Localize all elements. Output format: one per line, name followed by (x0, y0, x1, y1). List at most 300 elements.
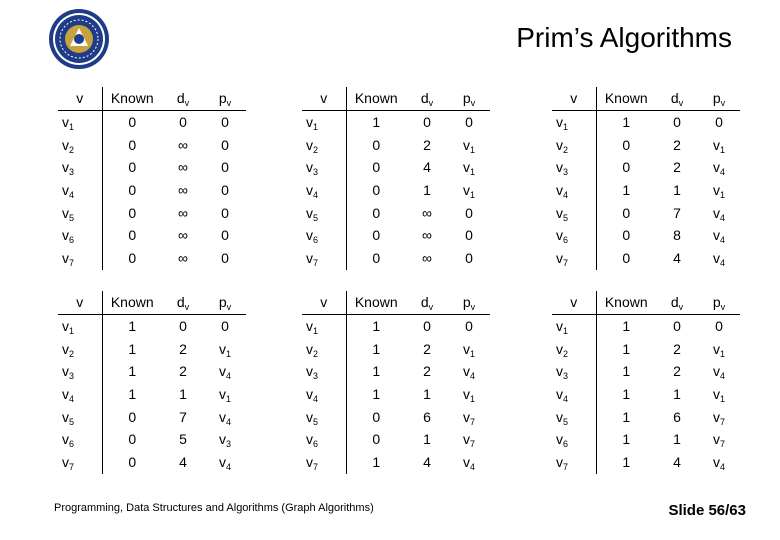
cell-text: 0 (128, 227, 137, 244)
table-row (552, 247, 740, 270)
table-row (58, 314, 246, 337)
cell-text: p (712, 294, 721, 311)
cell-known (346, 247, 406, 270)
cell-text: v (62, 136, 69, 153)
cell-text: 0 (128, 114, 137, 131)
cell-text: Known (604, 90, 648, 107)
cell-subscript: 5 (69, 416, 75, 427)
cell-subscript: v (720, 98, 726, 109)
slide-number: Slide 56/63 (668, 502, 746, 519)
cell-text: ∞ (178, 227, 188, 244)
cell-dv (162, 201, 204, 224)
cell-vertex (552, 133, 596, 156)
column-header-pv (204, 291, 246, 314)
column-header-known (596, 291, 656, 314)
column-header-known (102, 291, 162, 314)
cell-dv (162, 110, 204, 133)
cell-text: d (420, 90, 429, 107)
column-header-vertex (302, 87, 346, 110)
cell-pv (448, 337, 490, 360)
column-header-vertex (552, 291, 596, 314)
cell-text: 0 (465, 204, 473, 221)
cell-subscript: 4 (313, 394, 319, 405)
cell-text: 0 (715, 318, 723, 335)
cell-text: v (62, 204, 69, 221)
cell-text: v (556, 204, 563, 221)
cell-text: v (62, 363, 69, 380)
cell-text: 0 (673, 114, 681, 131)
cell-subscript: 5 (69, 212, 75, 223)
cell-dv (656, 405, 698, 428)
cell-subscript: 5 (563, 212, 569, 223)
cell-subscript: 1 (719, 190, 725, 201)
table-row (552, 133, 740, 156)
cell-text: v (556, 136, 563, 153)
cell-subscript: 1 (313, 122, 319, 133)
cell-dv (162, 428, 204, 451)
cell-known (346, 110, 406, 133)
cell-subscript: 4 (563, 190, 569, 201)
cell-pv (448, 179, 490, 202)
column-header-known (596, 87, 656, 110)
cell-text: v (712, 431, 720, 448)
cell-text: ∞ (422, 204, 432, 221)
cell-text: v (62, 227, 69, 244)
cell-known (596, 224, 656, 247)
table-row (302, 337, 490, 360)
cell-vertex (58, 314, 102, 337)
cell-known (346, 428, 406, 451)
cell-pv (448, 201, 490, 224)
cell-subscript: 4 (225, 462, 231, 473)
cell-dv (656, 179, 698, 202)
cell-text: 8 (673, 227, 681, 244)
table-row (58, 383, 246, 406)
cell-dv (656, 360, 698, 383)
table-row (302, 110, 490, 133)
cell-text: Known (354, 90, 398, 107)
cell-vertex (302, 428, 346, 451)
cell-text: 0 (128, 431, 137, 448)
cell-pv (698, 360, 740, 383)
cell-subscript: 3 (69, 167, 75, 178)
cell-vertex (552, 451, 596, 474)
cell-dv (406, 179, 448, 202)
cell-text: 1 (128, 363, 137, 380)
table-row (302, 405, 490, 428)
cell-text: v (320, 90, 328, 107)
cell-text: 1 (128, 386, 137, 403)
cell-pv (698, 201, 740, 224)
cell-vertex (302, 405, 346, 428)
cell-text: 0 (128, 136, 137, 153)
cell-text: v (462, 182, 470, 199)
cell-subscript: 2 (563, 144, 569, 155)
cell-dv (162, 383, 204, 406)
table-row (302, 451, 490, 474)
cell-text: 1 (622, 114, 631, 131)
cell-text: 0 (128, 182, 137, 199)
cell-text: 2 (423, 363, 431, 380)
cell-text: v (306, 114, 313, 131)
cell-known (596, 451, 656, 474)
cell-subscript: 3 (563, 371, 569, 382)
cell-pv (204, 110, 246, 133)
cell-vertex (302, 201, 346, 224)
cell-subscript: 6 (563, 439, 569, 450)
cell-text: Known (604, 294, 648, 311)
cell-dv (162, 247, 204, 270)
cell-known (346, 179, 406, 202)
table-row (552, 314, 740, 337)
cell-text: 0 (128, 454, 137, 471)
cell-vertex (58, 133, 102, 156)
cell-pv (698, 451, 740, 474)
cell-text: 0 (128, 408, 137, 425)
cell-text: v (712, 182, 720, 199)
cell-pv (698, 224, 740, 247)
cell-text: 1 (622, 182, 631, 199)
cell-text: v (62, 182, 69, 199)
cell-text: ∞ (178, 204, 188, 221)
cell-pv (698, 179, 740, 202)
cell-subscript: 6 (313, 235, 319, 246)
cell-text: v (62, 340, 69, 357)
cell-known (596, 428, 656, 451)
cell-text: p (712, 90, 721, 107)
table-row (302, 224, 490, 247)
cell-text: v (556, 454, 563, 471)
table-row (552, 337, 740, 360)
cell-text: d (670, 294, 679, 311)
cell-vertex (552, 405, 596, 428)
cell-text: v (462, 454, 470, 471)
cell-subscript: 1 (563, 122, 569, 133)
cell-subscript: 6 (69, 439, 75, 450)
column-header-dv (162, 87, 204, 110)
cell-vertex (302, 337, 346, 360)
cell-text: v (556, 114, 563, 131)
prim-table-4 (58, 291, 246, 474)
column-header-pv (204, 87, 246, 110)
cell-subscript: 4 (225, 371, 231, 382)
cell-subscript: v (226, 302, 232, 313)
cell-pv (698, 383, 740, 406)
cell-subscript: 2 (313, 348, 319, 359)
cell-subscript: 1 (719, 144, 725, 155)
cell-subscript: 4 (719, 212, 725, 223)
cell-known (346, 360, 406, 383)
prim-table-6 (552, 291, 740, 474)
cell-dv (406, 224, 448, 247)
cell-pv (204, 383, 246, 406)
cell-text: v (712, 250, 720, 267)
cell-vertex (552, 428, 596, 451)
cell-text: 1 (423, 386, 431, 403)
cell-dv (656, 314, 698, 337)
cell-dv (406, 383, 448, 406)
cell-vertex (58, 156, 102, 179)
cell-text: 1 (423, 431, 431, 448)
cell-known (102, 360, 162, 383)
prim-table-3 (552, 87, 740, 270)
cell-text: v (320, 294, 328, 311)
cell-vertex (58, 428, 102, 451)
cell-text: v (556, 363, 563, 380)
cell-text: v (556, 431, 563, 448)
cell-pv (204, 337, 246, 360)
cell-text: v (462, 340, 470, 357)
cell-dv (406, 133, 448, 156)
cell-dv (656, 337, 698, 360)
column-header-pv (448, 291, 490, 314)
cell-text: v (712, 159, 720, 176)
cell-text: v (462, 159, 470, 176)
cell-pv (204, 314, 246, 337)
prim-table-5 (302, 291, 490, 474)
cell-vertex (58, 337, 102, 360)
cell-text: 0 (221, 136, 229, 153)
cell-text: v (556, 318, 563, 335)
cell-text: v (306, 431, 313, 448)
cell-subscript: 4 (313, 190, 319, 201)
cell-subscript: 7 (719, 416, 725, 427)
cell-text: 0 (221, 250, 229, 267)
cell-known (596, 360, 656, 383)
cell-pv (204, 179, 246, 202)
cell-text: v (712, 204, 720, 221)
table-row (552, 451, 740, 474)
cell-subscript: v (720, 302, 726, 313)
cell-text: v (62, 454, 69, 471)
cell-text: 1 (622, 454, 631, 471)
cell-dv (656, 224, 698, 247)
cell-text: d (176, 90, 185, 107)
cell-vertex (58, 405, 102, 428)
cell-known (102, 156, 162, 179)
cell-dv (656, 133, 698, 156)
table-row (58, 337, 246, 360)
cell-pv (204, 133, 246, 156)
cell-text: v (712, 408, 720, 425)
table-row (302, 156, 490, 179)
cell-text: v (462, 136, 470, 153)
cell-subscript: v (678, 98, 684, 109)
cell-text: 1 (423, 182, 431, 199)
cell-subscript: 1 (225, 394, 231, 405)
cell-known (346, 405, 406, 428)
table-row (552, 201, 740, 224)
cell-text: v (462, 408, 470, 425)
table-row (552, 110, 740, 133)
cell-subscript: 1 (469, 144, 475, 155)
cell-known (102, 451, 162, 474)
cell-known (346, 133, 406, 156)
cell-text: 0 (465, 318, 473, 335)
cell-text: 0 (622, 159, 631, 176)
cell-text: v (712, 227, 720, 244)
cell-known (596, 405, 656, 428)
cell-text: v (218, 363, 226, 380)
cell-pv (448, 383, 490, 406)
prim-table-2 (302, 87, 490, 270)
cell-pv (448, 428, 490, 451)
cell-text: 4 (673, 454, 681, 471)
cell-subscript: v (470, 302, 476, 313)
cell-dv (656, 247, 698, 270)
cell-subscript: 5 (563, 416, 569, 427)
cell-text: 0 (372, 250, 381, 267)
cell-dv (656, 156, 698, 179)
cell-subscript: v (428, 98, 434, 109)
cell-text: 1 (372, 114, 381, 131)
cell-pv (204, 451, 246, 474)
cell-text: 0 (465, 250, 473, 267)
cell-text: 0 (221, 182, 229, 199)
cell-subscript: 3 (225, 439, 231, 450)
cell-text: v (556, 408, 563, 425)
cell-subscript: 7 (313, 462, 319, 473)
cell-text: p (462, 294, 471, 311)
cell-text: v (218, 431, 226, 448)
table-row (58, 360, 246, 383)
prim-table-1 (58, 87, 246, 270)
cell-pv (448, 360, 490, 383)
cell-text: v (306, 204, 313, 221)
cell-dv (406, 247, 448, 270)
cell-text: v (306, 136, 313, 153)
cell-text: v (218, 408, 226, 425)
cell-text: 0 (423, 318, 431, 335)
cell-subscript: 1 (719, 394, 725, 405)
cell-subscript: 4 (719, 371, 725, 382)
cell-dv (656, 201, 698, 224)
cell-text: Known (110, 294, 154, 311)
cell-text: 2 (673, 159, 681, 176)
column-header-pv (698, 291, 740, 314)
cell-text: v (62, 250, 69, 267)
cell-vertex (302, 451, 346, 474)
cell-vertex (552, 201, 596, 224)
cell-text: v (556, 340, 563, 357)
table-row (302, 383, 490, 406)
cell-text: 0 (465, 114, 473, 131)
cell-text: 7 (179, 408, 187, 425)
cell-text: 6 (673, 408, 681, 425)
cell-known (596, 337, 656, 360)
cell-text: v (712, 363, 720, 380)
cell-text: 2 (423, 340, 431, 357)
cell-vertex (552, 314, 596, 337)
university-seal-icon (48, 8, 110, 70)
cell-known (102, 110, 162, 133)
table-row (58, 110, 246, 133)
cell-text: v (570, 90, 578, 107)
column-header-dv (406, 291, 448, 314)
cell-known (596, 201, 656, 224)
cell-pv (448, 224, 490, 247)
column-header-vertex (552, 87, 596, 110)
cell-pv (448, 247, 490, 270)
cell-text: 4 (423, 159, 431, 176)
cell-subscript: 3 (313, 371, 319, 382)
cell-subscript: 2 (69, 144, 75, 155)
cell-text: v (62, 408, 69, 425)
cell-text: d (176, 294, 185, 311)
cell-dv (162, 405, 204, 428)
cell-text: d (420, 294, 429, 311)
table-row (58, 224, 246, 247)
cell-text: 2 (179, 363, 187, 380)
cell-known (102, 133, 162, 156)
cell-vertex (58, 110, 102, 133)
cell-vertex (302, 224, 346, 247)
cell-text: v (556, 159, 563, 176)
cell-dv (162, 156, 204, 179)
cell-known (102, 201, 162, 224)
cell-text: 1 (673, 431, 681, 448)
cell-text: d (670, 90, 679, 107)
cell-text: 4 (423, 454, 431, 471)
cell-text: v (76, 294, 84, 311)
table-row (302, 247, 490, 270)
cell-text: 1 (673, 182, 681, 199)
cell-text: 1 (179, 386, 187, 403)
cell-subscript: 4 (225, 416, 231, 427)
cell-dv (406, 314, 448, 337)
cell-text: v (712, 454, 720, 471)
table-row (552, 428, 740, 451)
cell-text: v (306, 318, 313, 335)
cell-text: 0 (221, 318, 229, 335)
cell-text: 1 (622, 318, 631, 335)
cell-pv (698, 247, 740, 270)
cell-subscript: v (678, 302, 684, 313)
cell-subscript: 7 (469, 416, 475, 427)
cell-text: v (62, 318, 69, 335)
cell-subscript: 3 (69, 371, 75, 382)
cell-dv (406, 201, 448, 224)
cell-text: v (462, 386, 470, 403)
cell-pv (204, 247, 246, 270)
cell-subscript: 2 (563, 348, 569, 359)
cell-text: 0 (372, 227, 381, 244)
cell-vertex (552, 110, 596, 133)
column-header-dv (656, 87, 698, 110)
cell-known (102, 428, 162, 451)
cell-text: 0 (372, 408, 381, 425)
cell-subscript: 1 (469, 394, 475, 405)
cell-text: v (306, 408, 313, 425)
cell-text: 2 (673, 363, 681, 380)
cell-vertex (302, 314, 346, 337)
cell-vertex (58, 360, 102, 383)
cell-pv (204, 201, 246, 224)
cell-known (102, 224, 162, 247)
cell-vertex (552, 360, 596, 383)
cell-vertex (58, 383, 102, 406)
cell-subscript: 1 (469, 348, 475, 359)
cell-known (596, 314, 656, 337)
cell-text: v (218, 340, 226, 357)
cell-text: ∞ (422, 227, 432, 244)
cell-text: 1 (128, 340, 137, 357)
cell-text: 1 (372, 363, 381, 380)
cell-text: 0 (372, 204, 381, 221)
cell-subscript: 1 (69, 326, 75, 337)
cell-dv (406, 156, 448, 179)
cell-known (346, 224, 406, 247)
